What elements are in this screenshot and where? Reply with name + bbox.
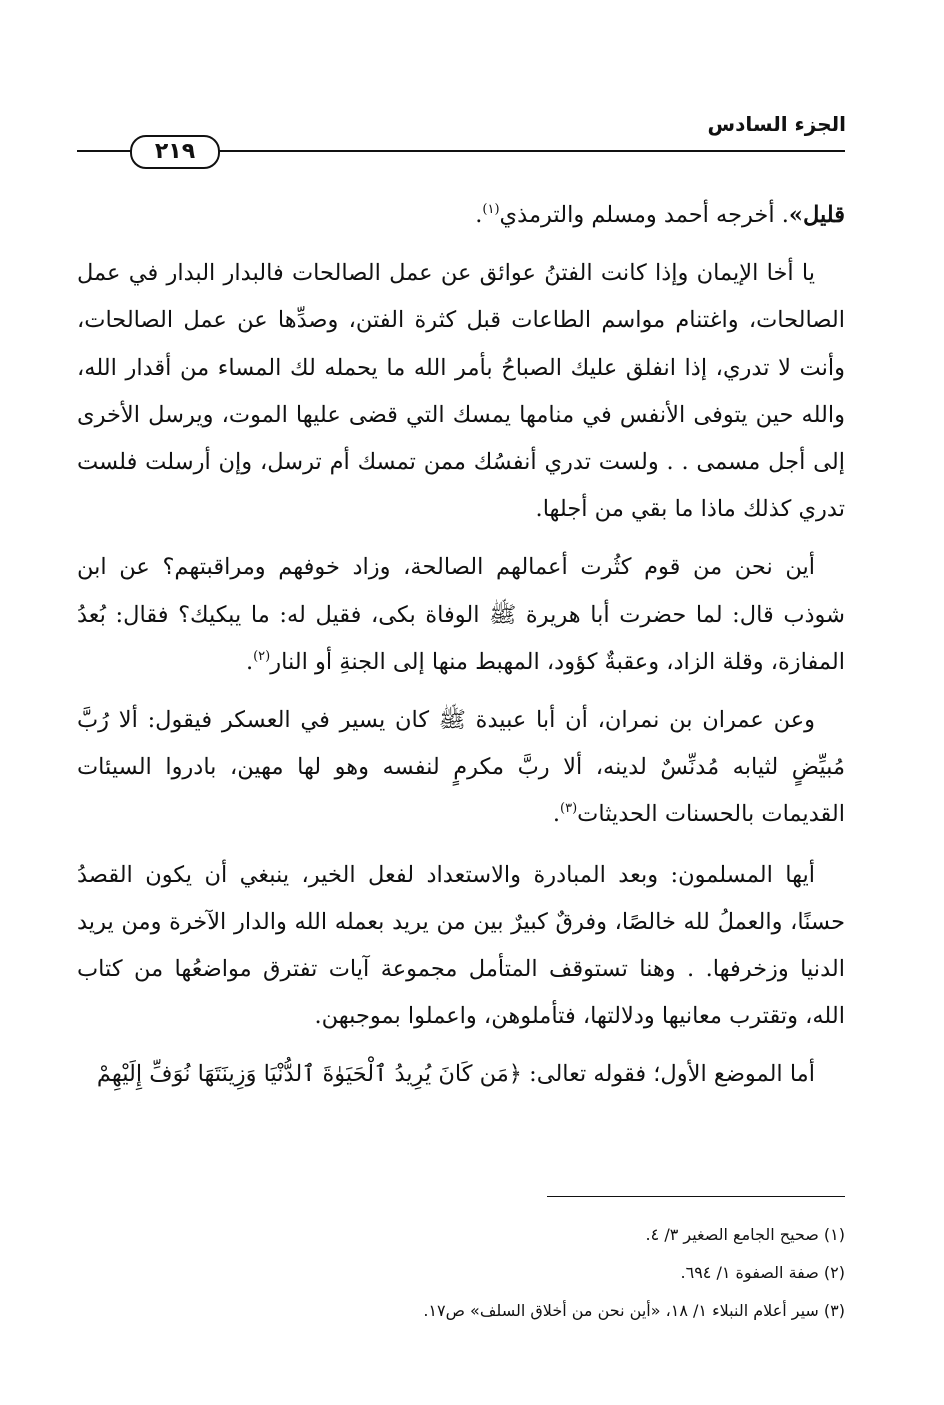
quote-end: قليل» [788, 202, 845, 228]
paragraph-text: . أخرجه أحمد ومسلم والترمذي [499, 202, 789, 228]
paragraph [77, 697, 845, 839]
quran-verse: ﴿مَن كَانَ يُرِيدُ ٱلْحَيَوٰةَ ٱلدُّنْيَا وَزِينَتَهَا نُوَفِّ إِلَيْهِمْ [96, 1061, 522, 1088]
paragraph [77, 250, 845, 533]
paragraph [77, 544, 845, 686]
footnote-1: (١) صحيح الجامع الصغير ٣/ ٤. [645, 1225, 845, 1244]
paragraph [77, 1051, 845, 1098]
footnote-ref-2: (٢) [253, 648, 271, 664]
paragraph-text: يا أخا الإيمان وإذا كانت الفتنُ عوائق عن عمل الصالحات فالبدار البدار في عمل الصالحات، واغتنام مواسم الطاعات قبل كثرة الفتن، وصدِّها عن عمل الصالحات، وأنت لا تدري، إذا انفلق عليك الصباحُ بأمر الله ما يحمله لك المساء من أقدار الله، والله حين يتوفى الأنفس في منامها يمسك التي قضى عليها الموت، ويرسل الأخرى إلى أجل مسمى . . ولست تدري أنفسُك ممن تمسك أم ترسل، وإن أرسلت فلست تدري كذلك ماذا ما بقي من أجلها. [77, 260, 845, 523]
footnote-ref-1: (١) [482, 202, 500, 217]
footnote-rule [547, 1196, 845, 1197]
page-number: ٢١٩ [130, 135, 220, 169]
footnotes [423, 1216, 845, 1330]
paragraph [77, 852, 845, 1041]
footnote-3: (٣) سير أعلام النبلاء ١/ ١٨، «أين نحن من أخلاق السلف» ص١٧. [423, 1301, 845, 1320]
paragraph-end: . [475, 202, 483, 228]
footnote-ref-3: (٣) [560, 801, 578, 817]
paragraph-end: . [552, 801, 561, 828]
running-header-title: الجزء السادس [707, 112, 846, 136]
paragraph-end: . [245, 648, 254, 675]
paragraph-text: أين نحن من قوم كثُرت أعمالهم الصالحة، وزاد خوفهم ومراقبتهم؟ عن ابن شوذب قال: لما حضرت أبا هريرة ﷺ الوفاة بكى، فقيل له: ما يبكيك؟ فقال: بُعدُ المفازة، وقلة الزاد، وعقبةٌ كؤود، المهبط منها إلى الجنةِ أو النار [77, 554, 845, 675]
paragraph-text: وعن عمران بن نمران، أن أبا عبيدة ﷺ كان يسير في العسكر فيقول: ألا رُبَّ مُبيِّضٍ لثيابه مُدنِّسٌ لدينه، ألا ربَّ مكرمٍ لنفسه وهو لها مهين، بادروا السيئات القديمات بالحسنات الحديثات [77, 707, 845, 828]
footnote-2: (٢) صفة الصفوة ١/ ٦٩٤. [680, 1263, 845, 1282]
paragraph-text: أما الموضع الأول؛ فقوله تعالى: [529, 1061, 815, 1088]
body-text [77, 192, 845, 1099]
paragraph-continuation [77, 192, 845, 239]
paragraph-text: أيها المسلمون: وبعد المبادرة والاستعداد لفعل الخير، ينبغي أن يكون القصدُ حسنًا، والعملُ لله خالصًا، وفرقٌ كبيرٌ بين من يريد بعمله الله والدار الآخرة ومن يريد الدنيا وزخرفها. . وهنا تستوقف المتأمل مجموعة آيات تفترق مواضعُها من كتاب الله، وتقترب معانيها ودلالتها، فتأملوهن، واعملوا بموجبهن. [77, 861, 845, 1030]
